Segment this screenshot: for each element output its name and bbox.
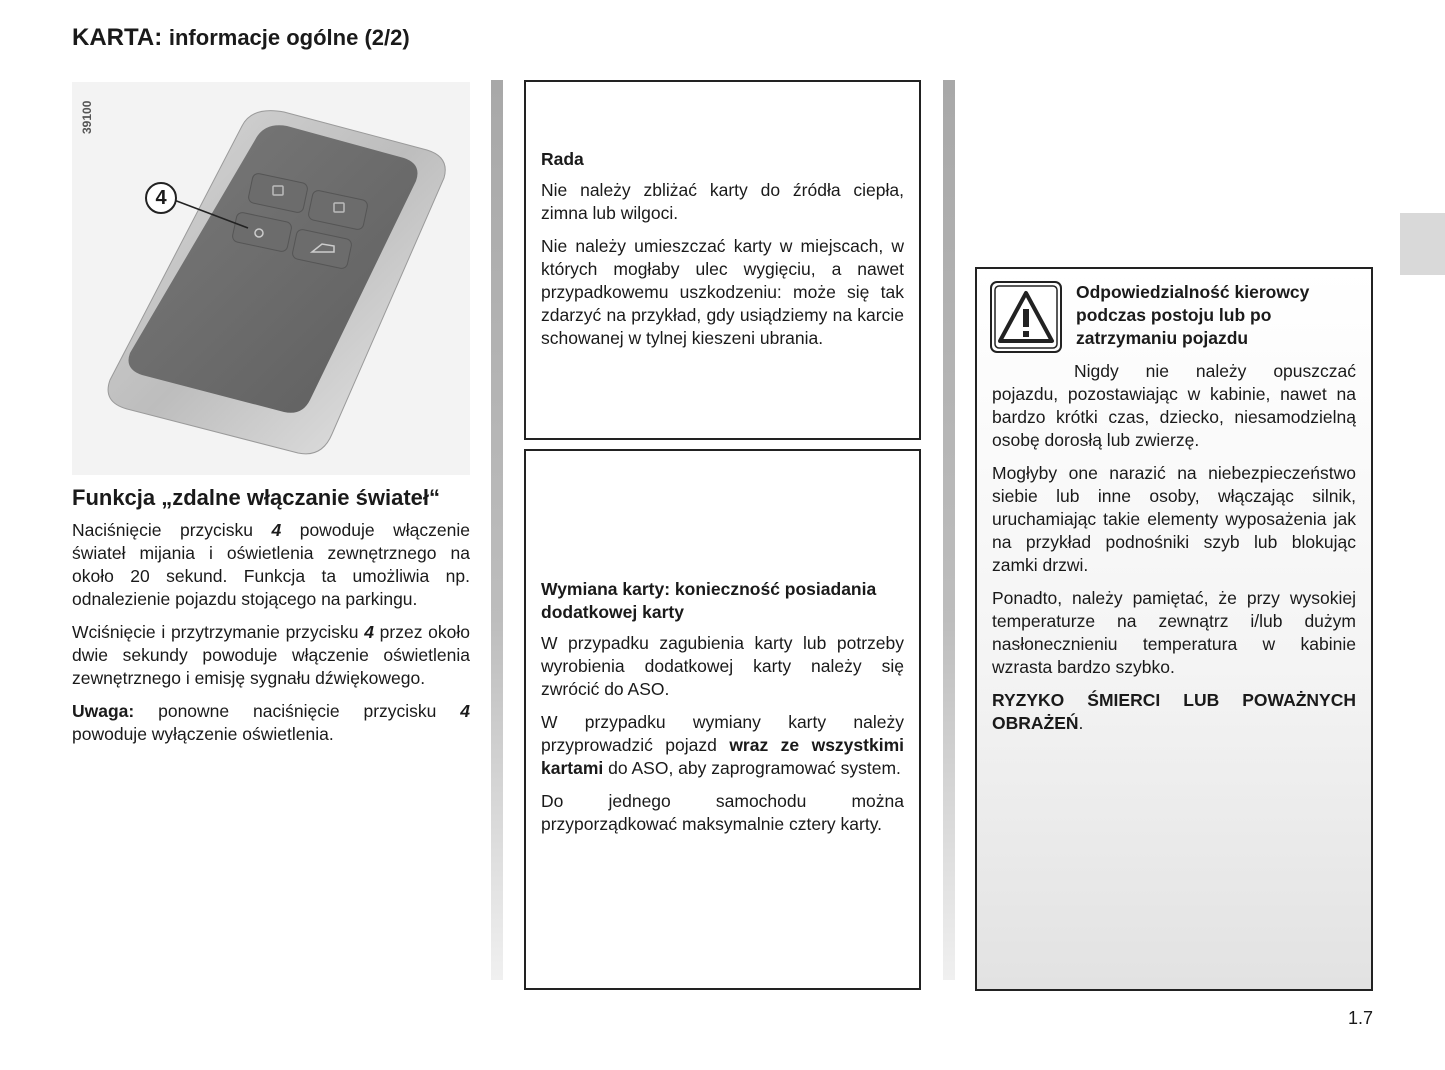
callout-4: 4 bbox=[145, 182, 177, 214]
remote-lights-paragraph-1: Naciśnięcie przycisku 4 powoduje włączenie świateł mijania i oświetlenia zewnętrznego na około 20 sekund. Funkcja ta umożliwia np. odnalezienie pojazdu stojącego na parkingu. bbox=[72, 520, 470, 609]
card-replacement-paragraph-3: Do jednego samochodu można przyporządkować maksymalnie cztery karty. bbox=[541, 791, 904, 834]
key-card-illustration bbox=[72, 82, 470, 475]
tip-box bbox=[524, 80, 921, 440]
page-number: 1.7 bbox=[1347, 1008, 1373, 1028]
chapter-tab bbox=[1400, 213, 1445, 275]
page-title-main: KARTA: bbox=[72, 24, 163, 51]
column-divider-2 bbox=[943, 80, 955, 980]
card-replacement-paragraph-2: W przypadku wymiany karty należy przyprowadzić pojazd wraz ze wszystkimi kartami do ASO, aby zaprogramować system. bbox=[541, 712, 904, 778]
warning-triangle-icon bbox=[990, 281, 1062, 353]
page-title bbox=[72, 24, 410, 52]
tip-paragraph-2: Nie należy umieszczać karty w miejscach, w których mogłaby ulec wygięciu, a nawet przypadkowemu uszkodzeniu: może się tak zdarzyć na przykład, gdy usiądziemy na karcie schowanej w tylnej kieszeni ubrania. bbox=[541, 236, 904, 348]
key-card-drawing bbox=[72, 82, 470, 475]
image-reference-code: 39100 bbox=[80, 100, 94, 134]
card-replacement-paragraph-1: W przypadku zagubienia karty lub potrzeby wyrobienia dodatkowej karty należy się zwrócić do ASO. bbox=[541, 633, 904, 699]
remote-lights-paragraph-2: Wciśnięcie i przytrzymanie przycisku 4 przez około dwie sekundy powoduje włączenie oświetlenia zewnętrznego i emisję sygnału dźwiękowego. bbox=[72, 622, 471, 688]
remote-lights-heading: Funkcja „zdalne włączanie świateł“ bbox=[72, 485, 441, 510]
page-title-sub: informacje ogólne (2/2) bbox=[168, 25, 410, 50]
warning-heading: Odpowiedzialność kierowcy podczas postoju lub po zatrzymaniu pojazdu bbox=[1076, 282, 1310, 348]
tip-paragraph-1: Nie należy zbliżać karty do źródła ciepła, zimna lub wilgoci. bbox=[541, 180, 904, 223]
warning-paragraph-3: Ponadto, należy pamiętać, że przy wysokiej temperaturze na zewnątrz i/lub dużym nasłonecznieniu temperatura w kabinie wzrasta bardzo szybko. bbox=[992, 588, 1356, 677]
column-divider-1 bbox=[491, 80, 503, 980]
card-replacement-box bbox=[524, 449, 921, 990]
card-replacement-heading: Wymiana karty: konieczność posiadania dodatkowej karty bbox=[541, 579, 877, 622]
driver-responsibility-warning bbox=[975, 267, 1373, 991]
warning-paragraph-1: Nigdy nie należy opuszczać pojazdu, pozostawiając w kabinie, nawet na bardzo krótki czas, dziecko, niesamodzielną osobę dorosłą lub zwierzę. bbox=[992, 361, 1356, 450]
remote-lights-note: Uwaga: ponowne naciśnięcie przycisku 4 powoduje wyłączenie oświetlenia. bbox=[72, 701, 470, 744]
warning-paragraph-2: Mogłyby one narazić na niebezpieczeństwo siebie lub inne osoby, włączając silnik, uruchamiając takie elementy wyposażenia jak na przykład podnośniki szyb lub blokując zamki drzwi. bbox=[992, 463, 1356, 575]
warning-risk-line: RYZYKO ŚMIERCI LUB POWAŻNYCH OBRAŻEŃ. bbox=[992, 690, 1356, 733]
remote-lights-section bbox=[72, 484, 470, 756]
tip-heading: Rada bbox=[541, 149, 584, 169]
